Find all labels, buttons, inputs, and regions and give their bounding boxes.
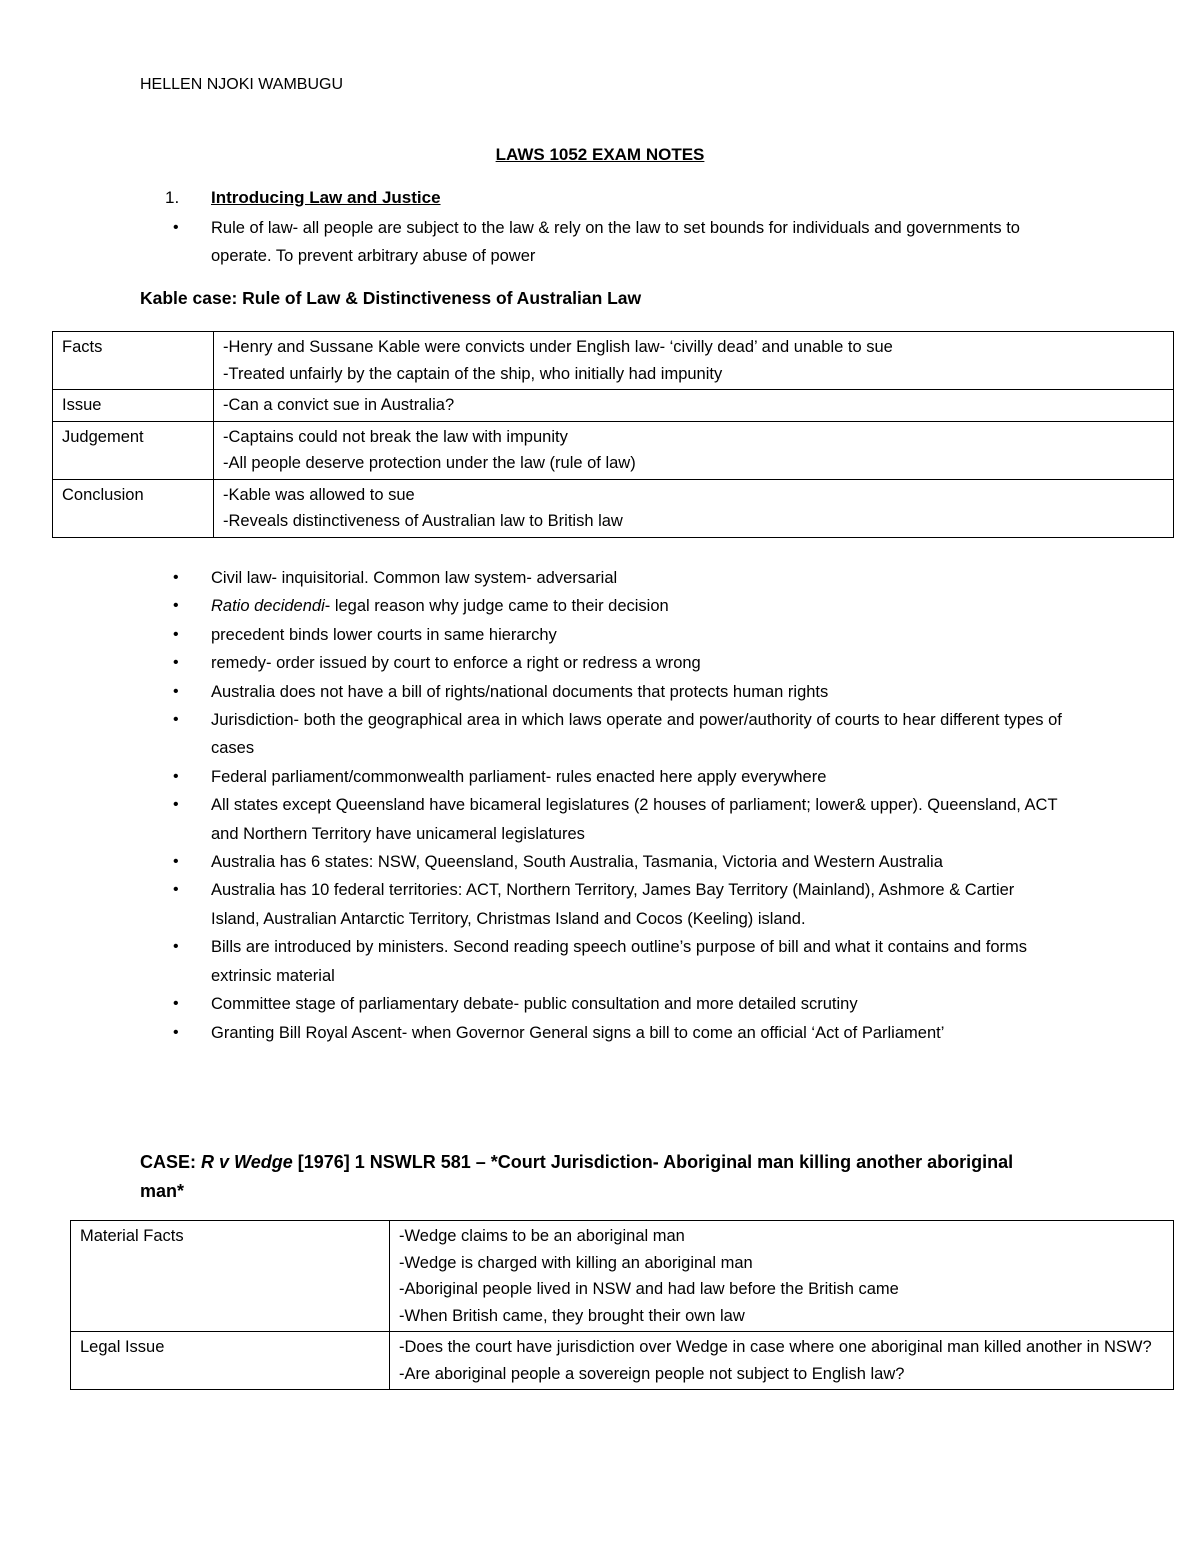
list-item: • Committee stage of parliamentary debate- public consultation and more detailed scrutiny: [165, 990, 1065, 1018]
row-content: [214, 332, 1174, 390]
list-item: • Rule of law- all people are subject to the law & rely on the law to set bounds for individuals and governments to operate. To prevent arbitrary abuse of power: [165, 214, 1065, 271]
case-citation: [1976] 1 NSWLR 581 – *Court Jurisdiction- Aboriginal man killing another aboriginal man*: [140, 1152, 1014, 1201]
list-item: • precedent binds lower courts in same hierarchy: [165, 621, 1065, 649]
cell-line: -Henry and Sussane Kable were convicts under English law- ‘civilly dead’ and unable to sue: [223, 338, 893, 356]
case-name: R v Wedge: [201, 1152, 293, 1172]
author-name: HELLEN NJOKI WAMBUGU: [140, 76, 343, 93]
cell-line: -Captains could not break the law with impunity: [223, 427, 568, 446]
row-content: [214, 479, 1174, 537]
table-row: [71, 1221, 1174, 1332]
list-item: • All states except Queensland have bicameral legislatures (2 houses of parliament; lower& upper). Queensland, ACT and Northern Territory have unicameral legislatures: [165, 791, 1065, 848]
kable-case-heading: Kable case: Rule of Law & Distinctiveness of Australian Law: [140, 288, 642, 308]
row-label: Conclusion: [53, 479, 214, 537]
list-item: • Federal parliament/commonwealth parliament- rules enacted here apply everywhere: [165, 763, 1065, 791]
row-label: Material Facts: [71, 1221, 390, 1332]
cell-line: -Reveals distinctiveness of Australian law to British law: [223, 512, 623, 530]
row-label: Legal Issue: [71, 1332, 390, 1390]
cell-line: -Kable was allowed to sue: [223, 485, 415, 504]
section-title: Introducing Law and Justice: [211, 188, 441, 207]
cell-line: -Treated unfairly by the captain of the ship, who initially had impunity: [223, 364, 723, 383]
ratio-definition: - legal reason why judge came to their decision: [324, 597, 669, 616]
cell-line: -When British came, they brought their own law: [399, 1306, 745, 1325]
table-row: [71, 1332, 1174, 1390]
row-label: Facts: [53, 332, 214, 390]
list-item: • Bills are introduced by ministers. Second reading speech outline’s purpose of bill and what it contains and forms extrinsic material: [165, 933, 1065, 990]
row-content: [390, 1221, 1174, 1332]
intro-bullet-list: [165, 214, 1065, 271]
table-row: [53, 421, 1174, 479]
list-item: • Australia does not have a bill of rights/national documents that protects human rights: [165, 678, 1065, 706]
cell-line: -Wedge is charged with killing an aboriginal man: [399, 1253, 753, 1272]
page-title: LAWS 1052 EXAM NOTES: [495, 145, 705, 164]
section-number: 1.: [165, 188, 180, 207]
wedge-case-heading: [140, 1148, 1060, 1206]
table-row: [53, 332, 1174, 390]
list-item: • Granting Bill Royal Ascent- when Governor General signs a bill to come an official ‘Act of Parliament’: [165, 1019, 1065, 1047]
cell-line: -Aboriginal people lived in NSW and had law before the British came: [399, 1280, 899, 1298]
kable-case-table: [52, 331, 1174, 538]
list-item: • Australia has 6 states: NSW, Queensland, South Australia, Tasmania, Victoria and Western Australia: [165, 848, 1065, 876]
list-item: • remedy- order issued by court to enforce a right or redress a wrong: [165, 649, 1065, 677]
table-row: [53, 479, 1174, 537]
row-content: [214, 390, 1174, 422]
wedge-case-table: [70, 1220, 1174, 1390]
table-row: [53, 390, 1174, 422]
cell-line: -Are aboriginal people a sovereign people not subject to English law?: [399, 1364, 905, 1383]
row-content: [390, 1332, 1174, 1390]
list-item: • Jurisdiction- both the geographical area in which laws operate and power/authority of courts to hear different types of cases: [165, 706, 1065, 763]
case-prefix: CASE:: [140, 1152, 202, 1172]
row-content: [214, 421, 1174, 479]
list-item: [165, 592, 1065, 620]
cell-line: -Wedge claims to be an aboriginal man: [399, 1227, 685, 1245]
cell-line: -All people deserve protection under the law (rule of law): [223, 454, 636, 472]
list-item: • Australia has 10 federal territories: ACT, Northern Territory, James Bay Territory (Mainland), Ashmore & Cartier Island, Australian Antarctic Territory, Christmas Island and Cocos (Keeling) island.: [165, 876, 1065, 933]
cell-line: -Can a convict sue in Australia?: [223, 396, 455, 414]
section-heading: [165, 188, 441, 208]
ratio-term: Ratio decidendi: [211, 597, 325, 616]
cell-line: -Does the court have jurisdiction over Wedge in case where one aboriginal man killed another in NSW?: [399, 1338, 1152, 1356]
notes-bullet-list: [165, 564, 1065, 1047]
row-label: Judgement: [53, 421, 214, 479]
row-label: Issue: [53, 390, 214, 422]
list-item: • Civil law- inquisitorial. Common law system- adversarial: [165, 564, 1065, 592]
